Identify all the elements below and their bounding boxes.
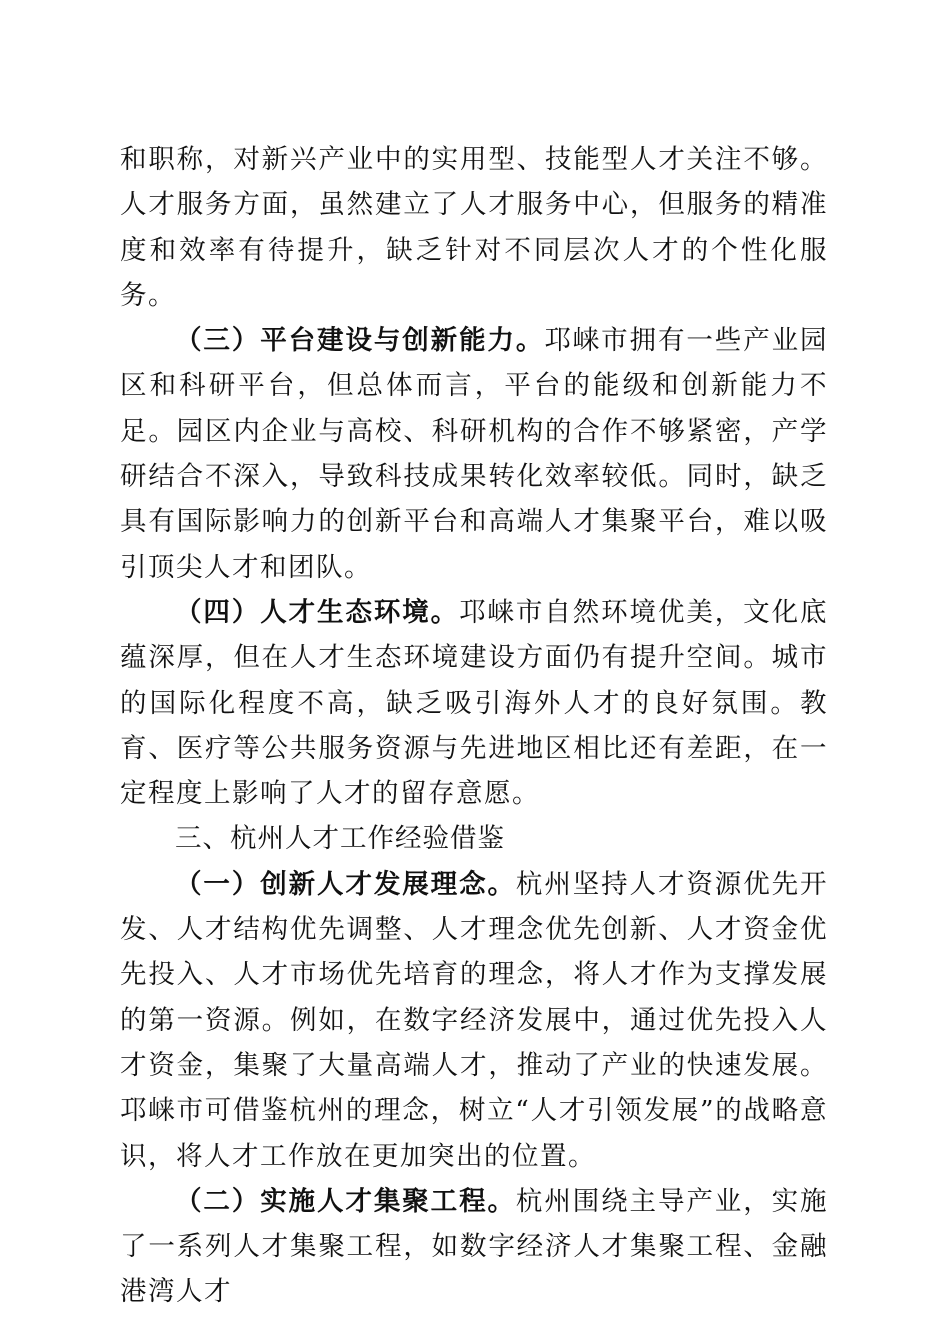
paragraph-lead-heading: （二）实施人才集聚工程。: [175, 1185, 516, 1217]
paragraph-talent-ecosystem: [120, 590, 828, 816]
paragraph-text: 邛崃市拥有一些产业园区和科研平台，但总体而言，平台的能级和创新能力不足。园区内企业与高校、科研机构的合作不够紧密，产学研结合不深入，导致科技成果转化效率较低。同时，缺乏具有国际影响力的创新平台和高端人才集聚平台，难以吸引顶尖人才和团队。: [120, 325, 829, 583]
paragraph-continuation: [120, 137, 828, 318]
paragraph-text: 杭州围绕主导产业，实施了一系列人才集聚工程，如数字经济人才集聚工程、金融港湾人才: [120, 1185, 829, 1308]
section-heading: 三、杭州人才工作经验借鉴: [175, 823, 505, 855]
paragraph-talent-aggregation: [120, 1179, 828, 1315]
paragraph-lead-heading: （四）人才生态环境。: [175, 596, 460, 628]
paragraph-innovative-concept: [120, 862, 828, 1179]
paragraph-platform-innovation: [120, 318, 828, 590]
document-body: [120, 137, 828, 1315]
paragraph-lead-heading: （一）创新人才发展理念。: [175, 868, 516, 900]
paragraph-text: 邛崃市自然环境优美，文化底蕴深厚，但在人才生态环境建设方面仍有提升空间。城市的国际化程度不高，缺乏吸引海外人才的良好氛围。教育、医疗等公共服务资源与先进地区相比还有差距，在一定程度上影响了人才的留存意愿。: [120, 596, 829, 810]
paragraph-text: 和职称，对新兴产业中的实用型、技能型人才关注不够。人才服务方面，虽然建立了人才服务中心，但服务的精准度和效率有待提升，缺乏针对不同层次人才的个性化服务。: [120, 144, 828, 311]
paragraph-lead-heading: （三）平台建设与创新能力。: [175, 325, 545, 357]
paragraph-text: 杭州坚持人才资源优先开发、人才结构优先调整、人才理念优先创新、人才资金优先投入、人才市场优先培育的理念，将人才作为支撑发展的第一资源。例如，在数字经济发展中，通过优先投入人才资金，集聚了大量高端人才，推动了产业的快速发展。邛崃市可借鉴杭州的理念，树立“人才引领发展”的战略意识，将人才工作放在更加突出的位置。: [120, 868, 829, 1172]
